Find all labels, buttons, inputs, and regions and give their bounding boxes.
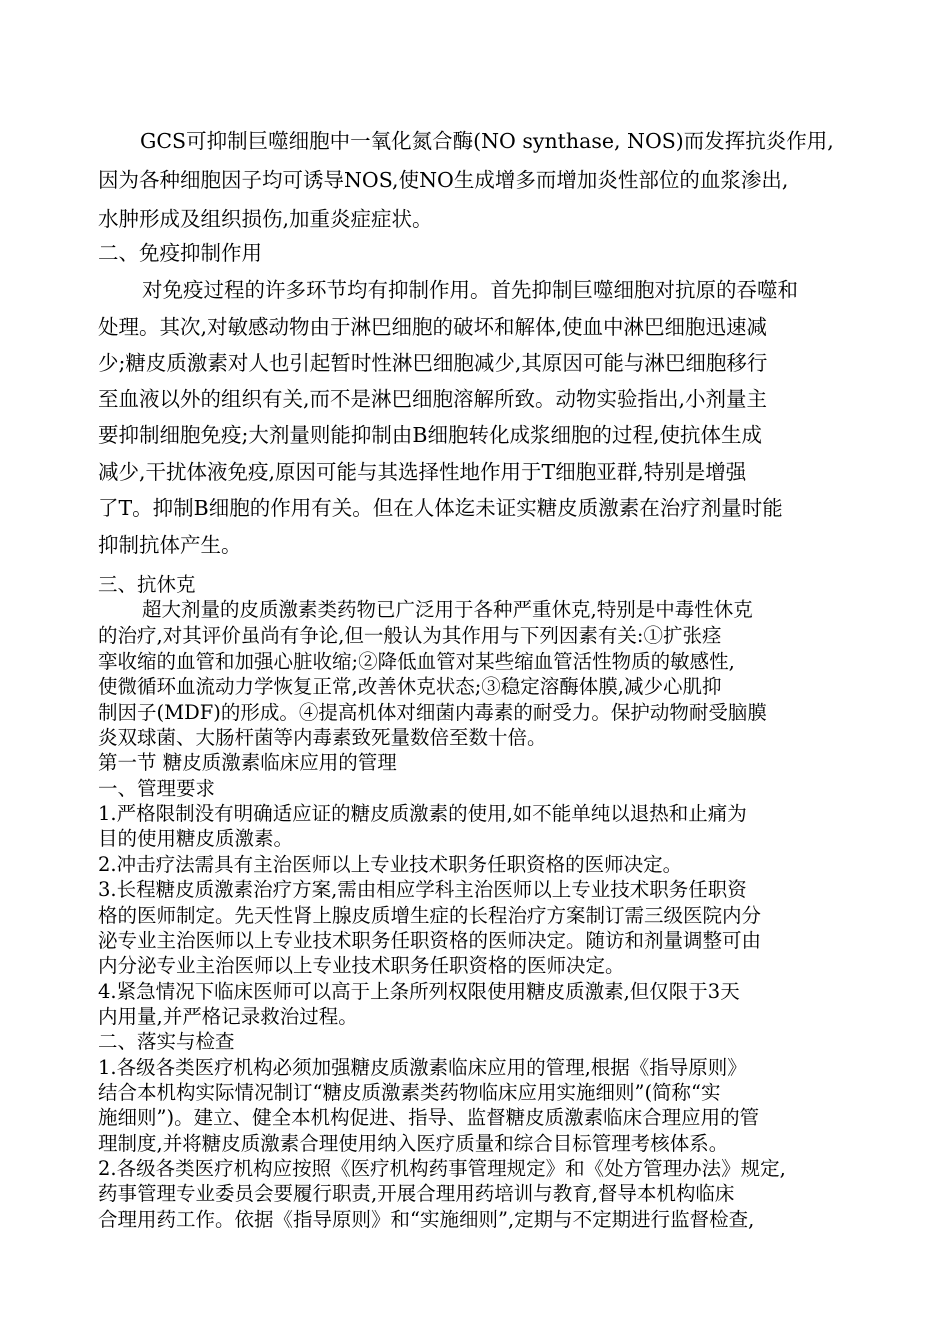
section-title: 第一节 糖皮质激素临床应用的管理 [98,751,397,774]
requirement-line: 目的使用糖皮质激素。 [98,827,294,850]
shock-paragraph-line: 挛收缩的血管和加强心脏收缩;②降低血管对某些缩血管活性物质的敏感性, [98,650,735,673]
gcs-paragraph-line: 水肿形成及组织损伤,加重炎症症状。 [98,207,433,231]
implementation-line: 理制度,并将糖皮质激素合理使用纳入医疗质量和综合目标管理考核体系。 [98,1132,729,1155]
immuno-paragraph-line: 处理。其次,对敏感动物由于淋巴细胞的破坏和解体,使血中淋巴细胞迅速减 [98,315,768,339]
shock-paragraph-line: 超大剂量的皮质激素类药物已广泛用于各种严重休克,特别是中毒性休克 [142,598,753,621]
requirement-line: 1.严格限制没有明确适应证的糖皮质激素的使用,如不能单纯以退热和止痛为 [98,802,747,825]
gcs-paragraph-line: 因为各种细胞因子均可诱导NOS,使NO生成增多而增加炎性部位的血浆渗出, [98,168,789,192]
implementation-line: 结合本机构实际情况制订“糖皮质激素类药物临床应用实施细则”(简称“实 [98,1081,721,1104]
requirement-line: 内分泌专业主治医师以上专业技术职务任职资格的医师决定。 [98,954,625,977]
requirement-line: 泌专业主治医师以上专业技术职务任职资格的医师决定。随访和剂量调整可由 [98,929,762,952]
heading-anti-shock: 三、抗休克 [98,573,196,596]
requirement-line: 3.长程糖皮质激素治疗方案,需由相应学科主治医师以上专业技术职务任职资 [98,878,747,901]
implementation-line: 合理用药工作。依据《指导原则》和“实施细则”,定期与不定期进行监督检查, [98,1208,755,1231]
immuno-paragraph-line: 减少,干扰体液免疫,原因可能与其选择性地作用于T细胞亚群,特别是增强 [98,460,747,484]
heading-immunosuppression: 二、免疫抑制作用 [98,241,262,265]
shock-paragraph-line: 的治疗,对其评价虽尚有争论,但一般认为其作用与下列因素有关:①扩张痉 [98,624,722,647]
immuno-paragraph-line: 要抑制细胞免疫;大剂量则能抑制由B细胞转化成浆细胞的过程,使抗体生成 [98,423,762,447]
gcs-paragraph-line: GCS可抑制巨噬细胞中一氧化氮合酶(NO synthase, NOS)而发挥抗炎作用, [140,129,834,153]
implementation-line: 2.各级各类医疗机构应按照《医疗机构药事管理规定》和《处方管理办法》规定, [98,1157,786,1180]
shock-paragraph-line: 制因子(MDF)的形成。④提高机体对细菌内毒素的耐受力。保护动物耐受脑膜 [98,701,767,724]
shock-paragraph-line: 炎双球菌、大肠杆菌等内毒素致死量数倍至数十倍。 [98,726,547,749]
implementation-line: 药事管理专业委员会要履行职责,开展合理用药培训与教育,督导本机构临床 [98,1182,735,1205]
heading-implementation-inspection: 二、落实与检查 [98,1030,235,1053]
requirement-line: 格的医师制定。先天性肾上腺皮质增生症的长程治疗方案制订需三级医院内分 [98,904,762,927]
shock-paragraph-line: 使微循环血流动力学恢复正常,改善休克状态;③稳定溶酶体膜,减少心肌抑 [98,675,722,698]
immuno-paragraph-line: 了T。抑制B细胞的作用有关。但在人体迄未证实糖皮质激素在治疗剂量时能 [98,496,783,520]
immuno-paragraph-line: 对免疫过程的许多环节均有抑制作用。首先抑制巨噬细胞对抗原的吞噬和 [142,278,798,302]
heading-management-requirements: 一、管理要求 [98,777,216,800]
implementation-line: 1.各级各类医疗机构必须加强糖皮质激素临床应用的管理,根据《指导原则》 [98,1056,747,1079]
requirement-line: 内用量,并严格记录救治过程。 [98,1005,358,1028]
implementation-line: 施细则”)。建立、健全本机构促进、指导、监督糖皮质激素临床合理应用的管 [98,1106,760,1129]
immuno-paragraph-line: 至血液以外的组织有关,而不是淋巴细胞溶解所致。动物实验指出,小剂量主 [98,387,768,411]
immuno-paragraph-line: 少;糖皮质激素对人也引起暂时性淋巴细胞减少,其原因可能与淋巴细胞移行 [98,351,768,375]
requirement-line: 2.冲击疗法需具有主治医师以上专业技术职务任职资格的医师决定。 [98,853,683,876]
requirement-line: 4.紧急情况下临床医师可以高于上条所列权限使用糖皮质激素,但仅限于3天 [98,980,740,1003]
immuno-paragraph-line: 抑制抗体产生。 [98,533,242,557]
